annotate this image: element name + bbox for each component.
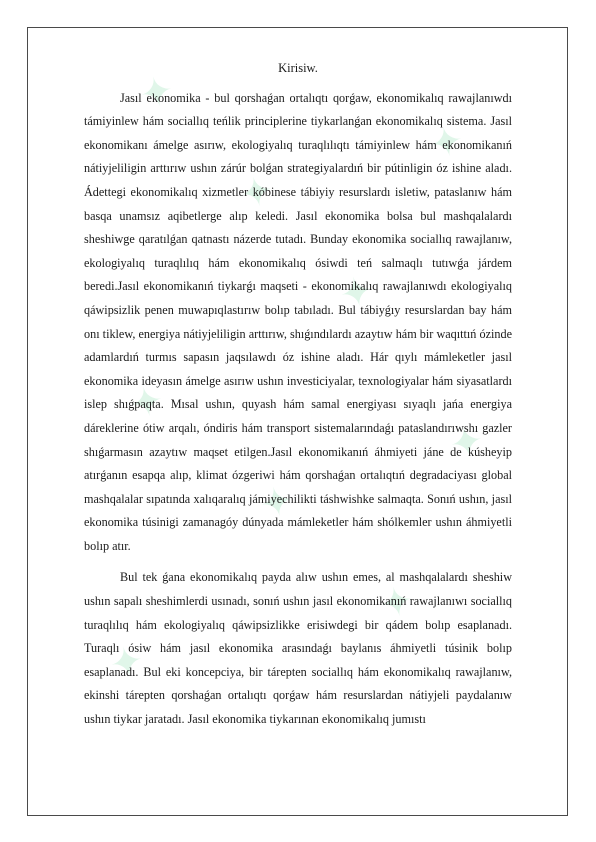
watermark: ✦ ✦ ✦ ✦ ✦ ✦ ✦ ✦ ✦ — [105, 67, 488, 689]
paragraph-2: Bul tek ǵana ekonomikalıq payda alıw ushın emes, al mashqalalardı sheshiw ushın sapalı sheshimlerdi usınadı, sonıń ushın jasıl ekonomikanıń rawajlanıwı sociallıq turaqlılıq hám ekologiyalıq qáwipsizlikke erisiwdegi bir qádem bolıp esaplanadı. Turaqlı ósiw hám jasıl ekonomika arasındaǵı baylanıs áhmiyetli túsinik bolıp esaplanadı. Bul eki koncepciya, bir tárepten sociallıq hám ekonomikalıq rawajlanıw, ekinshi tárepten qorshaǵan ortalıqtı qorǵaw hám resurslardan nátiyjeli paydalanıw ushın tiykar jaratadı. Jasıl ekonomika tiykarınan ekonomikalıq jumıstı — [84, 570, 512, 727]
document-body — [84, 57, 512, 740]
document-title: Kirisiw. — [278, 61, 318, 75]
paragraph-1: Jasıl ekonomika - bul qorshaǵan ortalıqtı qorǵaw, ekonomikalıq rawajlanıwdı támiyinlew hám sociallıq teńlik principlerine tiykarlanǵan ekonomikalıq sistema. Jasıl ekonomikanı ámelge asırıw, ekologiyalıq turaqlılıqtı támiyinlew hám ekonomikanıń nátiyjeliligin arttırıw ushın zárúr bolǵan strategiyalardıń bir pútinligin óz ishine aladı. Ádettegi ekonomikalıq xizmetler kóbinese tábiyiy resurslardı isletiw, pataslanıw hám basqa unamsız aqibetlerge alıp keledi. Jasıl ekonomika bolsa bul mashqalalardı sheshiwge qaratılǵan qatnastı názerde tutadı. Bunday ekonomika sociallıq rawajlanıw, ekologiyalıq turaqlılıq hám ekonomikalıq ósiwdi teń salmaqlı tutıwǵa járdem beredi.Jasıl ekonomikanıń tiykarǵı maqseti - ekonomikalıq rawajlanıwdı ekologiyalıq qáwipsizlik penen muwapıqlastırıw bolıp tabıladı. Bul tábiyǵıy resurslardan bay hám onı tiklew, energiya nátiyjeliligin arttırıw, shıǵındılardı azaytıw hám bir waqıttıń ózinde adamlardıń turmıs sapasın jaqsılawdı óz ishine aladı. Hár qıylı mámleketler jasıl ekonomika ideyasın ámelge asırıw ushın investiciyalar, texnologiyalar hám siyasatlardı islep shıǵpaqta. Mısal ushın, quyash hám samal energiyası sıyaqlı jańa energiya dáreklerine ótiw arqalı, óndiris hám transport sistemalarındaǵı pataslandırıwshı gazler shıǵarmasın azaytıw maqset etilgen.Jasıl ekonomikanıń áhmiyeti jáne de kúsheyip atırǵanın esapqa alıp, klimat ózgeriwi hám qorshaǵan ortalıqtıń degradaciyası global mashqalalar sıpatında xalıqaralıq jámiyechilikti táshwishke salmaqta. Sonıń ushın, jasıl ekonomika túsinigi zamanagóy dúnyada mámleketler hám shólkemler ushın áhmiyetli bolıp atır. — [84, 90, 512, 553]
